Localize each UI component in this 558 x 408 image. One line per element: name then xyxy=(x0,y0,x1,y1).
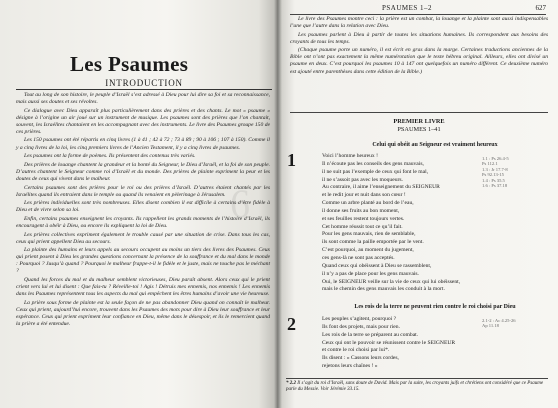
verse-line: il ne suit pas l’exemple de ceux qui font le mal, xyxy=(322,168,429,175)
intro-paragraph: La prière sous forme de plainte est la seule façon de ne pas abandonner Dieu quand on connaît le malheur. Ceux qui prient, aujourd’hui encore, trouvent dans les Psaumes des mots pour dire à Dieu leur souffrance et leur espérance. Ceux qui prient expriment leur confiance en Dieu, même dans le désespoir, et ils le remercient quand la prière a été entendue. xyxy=(16,299,270,327)
intro-paragraph: Enfin, certains psaumes enseignent les croyants. Ils rappellent les grands moments de l’histoire d’Israël, ils encouragent à obéir à Dieu, ou encore ils expliquent la loi de Dieu. xyxy=(16,215,270,229)
psalm-2-verses xyxy=(322,316,472,371)
cross-reference: 1.1 : Ps 26.4-5 xyxy=(482,156,509,161)
intro-paragraph: Le livre des Psaumes montre ceci : la prière est un combat, la louange et la plainte sont aussi indispensables l’une que l’autre dans la relation avec Dieu. xyxy=(290,16,548,30)
psalm-1-verses xyxy=(322,153,472,294)
left-page xyxy=(0,0,278,408)
footnote-marker: * 2.2 xyxy=(286,381,296,386)
verse-line: C’est pourquoi, au moment du jugement, xyxy=(322,247,414,254)
cross-reference: Ps 92.13-15 xyxy=(482,172,504,178)
intro-paragraph: (Chaque psaume porte un numéro, il est écrit en gras dans la marge. Certaines traductions anciennes de la Bible ont n’ont pas exactement la même numérotation que le texte hébreu original. Ailleurs, elles ont divisé un psaume en deux. C’est pourquoi les psaumes 10 à 147 ont quelquefois un numéro différent. Ce deuxième numéro est ajouté entre parenthèses dans cette édition de la Bible.) xyxy=(290,47,548,75)
verse-line: Pour les gens mauvais, rien de semblable, xyxy=(322,231,416,238)
cross-reference: 1.6 : Ps 37.18 xyxy=(482,183,508,189)
verse-line: Ils font des projets, mais pour rien. xyxy=(322,323,400,330)
verse-line: Il n’écoute pas les conseils des gens mauvais, xyxy=(322,160,424,167)
verse-line: Voici l’homme heureux ! xyxy=(322,153,378,159)
intro-paragraph: Les psaumes ont la forme de poèmes. Ils présentent des contenus très variés. xyxy=(24,153,196,160)
footnote xyxy=(286,378,548,393)
verse-line: Les rois de la terre se préparent au combat. xyxy=(322,331,419,338)
cross-references xyxy=(482,156,546,188)
introduction-text xyxy=(16,92,270,330)
running-head-title: PSAUMES 1–2 xyxy=(382,4,433,12)
book-gutter xyxy=(274,0,282,408)
verse-line: ces gens-là ne sont pas acceptés. xyxy=(322,254,395,261)
intro-paragraph: Les prières individuelles sont très nombreuses. Elles disent combien il est difficile à certains d’être fidèle à Dieu et de vivre selon sa loi. xyxy=(16,200,270,214)
intro-paragraph: Les prières collectives expriment également le trouble causé par une situation de crise. Dans tous les cas, ceux qui prient appellent Dieu au secours. xyxy=(16,231,270,245)
cross-references xyxy=(482,318,546,329)
verse-line: Les peuples s’agitent, pourquoi ? xyxy=(322,316,397,322)
cross-reference: Ps 112.1 xyxy=(482,161,498,167)
verse-line: rejetons leurs chaînes ! » xyxy=(322,363,378,370)
psalm-title: Celui qui obéit au Seigneur est vraiment heureux xyxy=(372,142,498,148)
cross-reference: 1.4 : Ps 35.5 xyxy=(482,177,505,183)
book-heading-title: PREMIER LIVRE xyxy=(393,118,445,125)
intro-paragraph: Ce dialogue avec Dieu apparaît plus particulièrement dans des prières et des chants. Le mot « psaume » désigne à l’origine un air joué sur un instrument de musique. Les psaumes sont des prières que l’on chantait, souvent, les Israélites chantaient en les accompagnant avec des instruments. Le livre des Psaumes groupe 150 de ces prières. xyxy=(16,107,270,135)
verse-line: et contre le roi choisi par lui*. xyxy=(322,347,390,354)
cross-reference: 1.3 : Jr 17.7-8 xyxy=(482,166,508,172)
verse-line: il n’y a pas de place pour les gens mauvais. xyxy=(322,270,419,277)
verse-line: il ne s’assoit pas avec les moqueurs. xyxy=(322,176,403,183)
introduction-continued xyxy=(290,16,548,77)
intro-paragraph: La plainte des humains et leurs appels au secours occupent au moins un tiers des livres des Psaumes. Ceux qui prient posent à Dieu les grandes questions concernant la présence de la souffrance et du mal dans le monde : Pourquoi ? Jusqu’à quand ? Pourquoi le malheur frappe-t-il le fidèle et le juste, mais ne touche pas le méchant ? xyxy=(16,247,270,275)
psalm-number: 1 xyxy=(287,150,296,170)
verse-line: Au contraire, il aime l’enseignement du SEIGNEUR xyxy=(322,184,440,191)
page-number: 627 xyxy=(535,4,546,12)
intro-paragraph: Les psaumes parlent à Dieu à partir de toutes les situations humaines. Ils correspondent aux besoins des croyants de tous les temps. xyxy=(290,31,548,45)
book-heading xyxy=(290,118,548,133)
verse-line: Oui, le SEIGNEUR veille sur la vie de ceux qui lui obéissent, xyxy=(322,278,461,285)
psalm-title: Les rois de la terre ne peuvent rien contre le roi choisi par Dieu xyxy=(354,304,516,310)
intro-paragraph: Quand les forces du mal et du malheur semblent victorieuses, Dieu paraît absent. Alors ceux qui le prient crient vers lui et lui disent : Que fais-tu ? Réveille-toi ! Agis ! Détruis mes ennemis, nos ennemis ! Les ennemis dans les Psaumes représentent tous les aspects du mal qui empêchent les êtres humains d’avoir une vie heureuse. xyxy=(16,277,270,298)
verse-line: ils sont comme la paille emportée par le vent. xyxy=(322,239,424,246)
verse-line: Quand ceux qui obéissent à Dieu se rassemblent, xyxy=(322,262,432,269)
verse-line: et le redit jour et nuit dans son cœur ! xyxy=(322,192,406,199)
verse-line: il donne ses fruits au bon moment, xyxy=(322,207,400,214)
verse-line: Ceux qui ont le pouvoir se réunissent contre le SEIGNEUR xyxy=(322,339,456,346)
psalm-number: 2 xyxy=(287,314,296,334)
verse-line: Ils disent : « Cassons leurs cordes, xyxy=(322,355,399,362)
verse-line: Comme un arbre planté au bord de l’eau, xyxy=(322,200,414,207)
cross-reference: 2.1-2 : Ac 4.25-26 xyxy=(482,318,516,323)
verse-line: et ses feuilles restent toujours vertes. xyxy=(322,215,405,222)
running-head xyxy=(290,3,546,15)
book-heading-range: PSAUMES 1–41 xyxy=(397,125,441,133)
intro-paragraph: Tout au long de son histoire, le peuple d’Israël s’est adressé à Dieu pour lui dire sa foi et sa reconnaissance, mais aussi ses doutes et ses révoltes. xyxy=(16,92,270,106)
intro-paragraph: Certains psaumes sont des prières pour le roi ou des prières d’Israël. D’autres étaient chantés par les Israélites quand ils entraient dans le temple ou quand ils venaient en pèlerinage à Jérusalem. xyxy=(16,184,270,198)
footnote-text: Il s’agit du roi d’Israël, sans doute de David. Mais par la suite, les croyants juifs et chrétiens ont considéré que ce Psaume parle du Messie. Voir Jérémie 33.15. xyxy=(286,381,544,393)
intro-paragraph: Des prières de louange chantent la grandeur et la bonté du Seigneur, le Dieu d’Israël, et la foi de son peuple. D’autres chantent le Seigneur comme roi d’Israël et du monde. Des prières de plainte expriment la peur et les doutes de ceux qui vivent dans le malheur. xyxy=(16,161,270,182)
bleed-through-mark: 6 xyxy=(230,181,250,226)
intro-paragraph: Les 150 psaumes ont été répartis en cinq livres (1 à 41 ; 42 à 72 ; 73 à 89 ; 90 à 106 ; 107 à 150). Comme il y a cinq livres de la loi, les cinq premiers livres de l’Ancien Testament, il y a cinq livres de psaumes. xyxy=(16,137,270,151)
book-title: Les Psaumes xyxy=(70,52,189,76)
cross-reference: Ap 11.18 xyxy=(482,323,499,329)
section-divider xyxy=(290,112,548,113)
verse-line: mais le chemin des gens mauvais les conduit à la mort. xyxy=(322,286,445,293)
verse-line: Cet homme réussit tout ce qu’il fait. xyxy=(322,223,403,230)
introduction-heading: INTRODUCTION xyxy=(16,78,272,90)
